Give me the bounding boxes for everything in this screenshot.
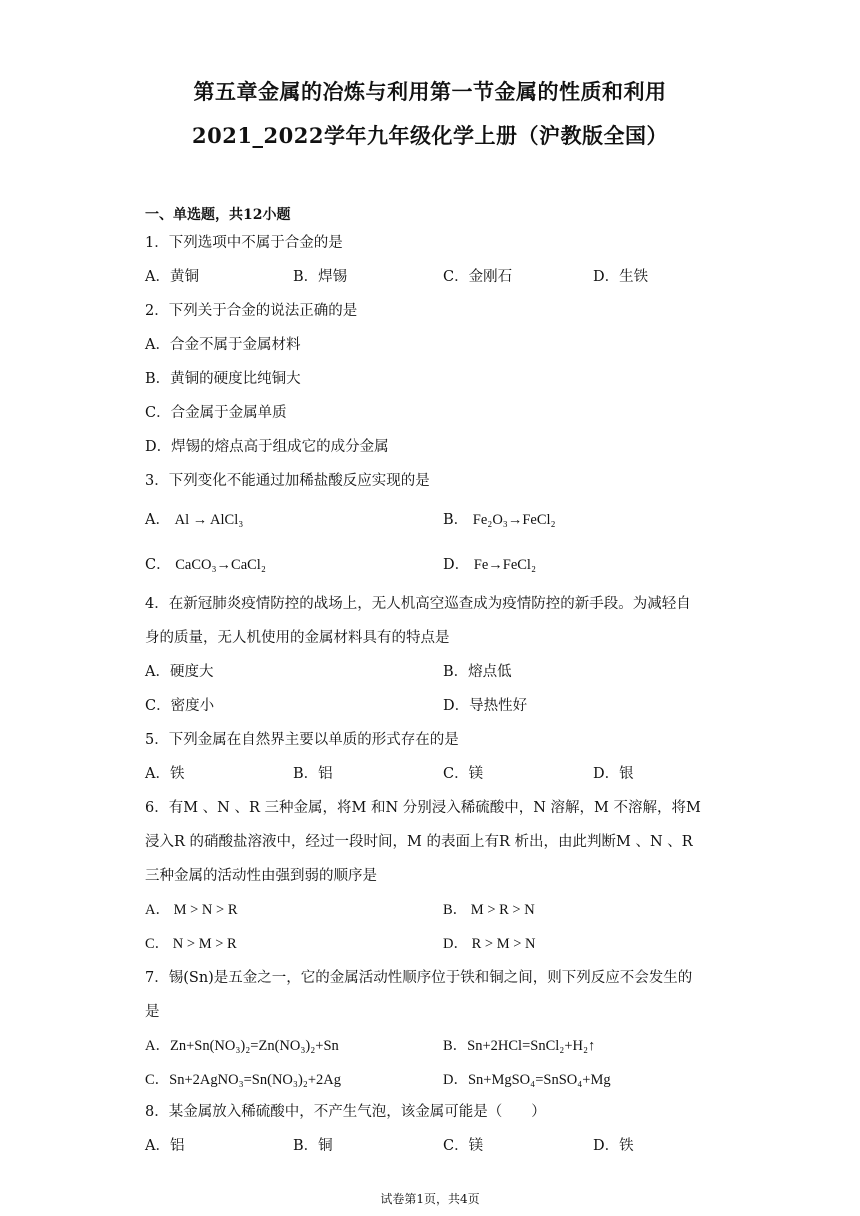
question-2-option-b: B．黄铜的硬度比纯铜大 [145,371,301,387]
option-letter: C． [145,557,171,573]
question-2-option-d: D．焊锡的熔点高于组成它的成分金属 [145,439,389,455]
question-6-stem-line-3: 三种金属的活动性由强到弱的顺序是 [145,868,377,884]
question-3-option-c [145,553,266,574]
formula: Al → AlCl₃ [174,512,244,528]
question-4-stem-line-2: 身的质量，无人机使用的金属材料具有的特点是 [145,630,450,646]
question-4-option-a: A．硬度大 [145,664,214,680]
question-6-option-a: A． M > N > R [145,902,238,918]
question-1-option-b: B．焊锡 [293,269,348,285]
question-4-option-d: D．导热性好 [443,698,528,714]
question-5-option-a: A．铁 [145,766,185,782]
question-2-stem: 2．下列关于合金的说法正确的是 [145,303,358,319]
page-footer: 试卷第1页，共4页 [380,1192,480,1206]
question-5-stem: 5．下列金属在自然界主要以单质的形式存在的是 [145,732,459,748]
question-8-option-b: B．铜 [293,1138,333,1154]
question-3-option-d [443,553,536,574]
option-letter: D． [443,557,470,573]
question-5-option-c: C．镁 [443,766,484,782]
question-1-option-d: D．生铁 [593,269,649,285]
formula: Fe₂O₃→FeCl₂ [472,512,556,528]
question-7-stem-line-1: 7．锡(Sn)是五金之一，它的金属活动性顺序位于铁和铜之间，则下列反应不会发生的 [145,970,693,986]
question-8-option-c: C．镁 [443,1138,484,1154]
question-5-option-b: B．铝 [293,766,333,782]
question-4-stem-line-1: 4．在新冠肺炎疫情防控的战场上，无人机高空巡查成为疫情防控的新手段。为减轻自 [145,596,691,612]
question-3-option-a [145,508,243,529]
formula: Fe→FeCl₂ [473,557,537,573]
question-3-stem: 3．下列变化不能通过加稀盐酸反应实现的是 [145,473,430,489]
question-2-option-a: A．合金不属于金属材料 [145,337,301,353]
question-5-option-d: D．银 [593,766,634,782]
option-letter: A． [145,512,170,528]
section-heading: 一、单选题，共12小题 [145,207,291,223]
formula: CaCO₃→CaCl₂ [175,557,266,573]
title-line-1: 第五章金属的冶炼与利用第一节金属的性质和利用 [193,79,667,104]
question-7-stem-line-2: 是 [145,1004,160,1020]
question-8-option-a: A．铝 [145,1138,185,1154]
question-1-option-c: C．金刚石 [443,269,513,285]
question-6-stem-line-2: 浸入R 的硝酸盐溶液中，经过一段时间，M 的表面上有R 析出，由此判断M 、N 、R [145,834,693,850]
question-8-stem: 8．某金属放入稀硫酸中，不产生气泡，该金属可能是（ ） [145,1104,546,1120]
question-6-option-d: D． R > M > N [443,936,536,952]
question-6-stem-line-1: 6．有M 、N 、R 三种金属，将M 和N 分别浸入稀硫酸中，N 溶解，M 不溶解，将M [145,800,701,816]
question-1-option-a: A．黄铜 [145,269,199,285]
question-4-option-b: B．熔点低 [443,664,512,680]
title-line-2: 2021_2022学年九年级化学上册（沪教版全国） [192,123,668,148]
option-letter: B． [443,512,469,528]
question-4-option-c: C．密度小 [145,698,215,714]
question-3-option-b [443,508,556,529]
question-7-option-b: B．Sn+2HCl=SnCl₂+H₂↑ [443,1038,596,1054]
question-7-option-a: A．Zn+Sn(NO₃)₂=Zn(NO₃)₂+Sn [145,1038,339,1054]
question-7-option-c: C．Sn+2AgNO₃=Sn(NO₃)₂+2Ag [145,1072,341,1088]
question-8-option-d: D．铁 [593,1138,634,1154]
question-7-option-d: D．Sn+MgSO₄=SnSO₄+Mg [443,1072,611,1088]
question-2-option-c: C．合金属于金属单质 [145,405,287,421]
question-1-stem: 1．下列选项中不属于合金的是 [145,235,343,251]
question-6-option-b: B． M > R > N [443,902,535,918]
question-6-option-c: C． N > M > R [145,936,237,952]
